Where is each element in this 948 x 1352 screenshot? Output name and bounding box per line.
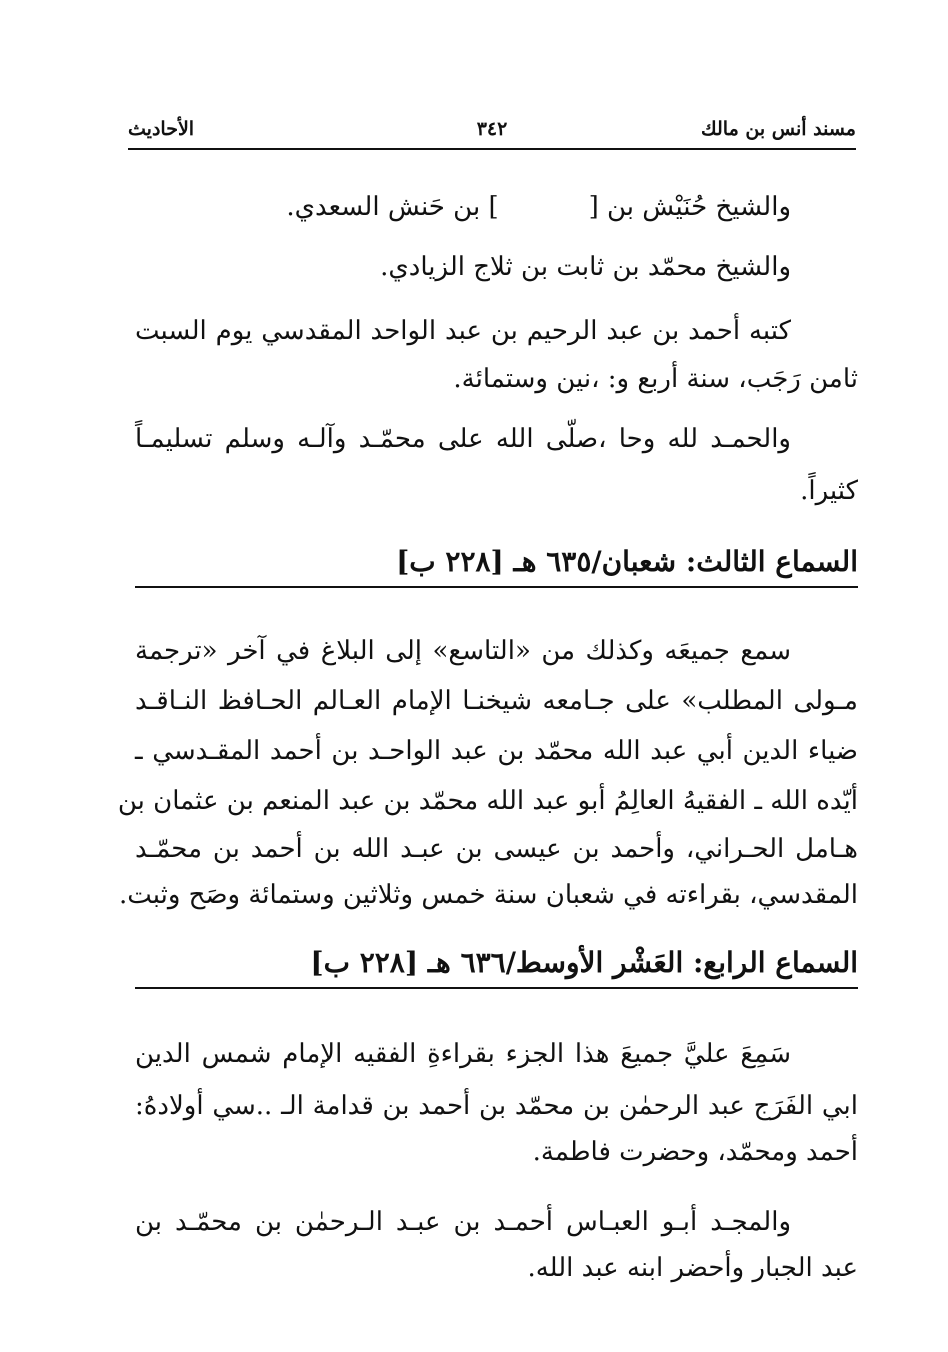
header-section-title: الأحاديث (128, 118, 195, 140)
text-line: عبد الجبار وأحضر ابنه عبد الله. (527, 1253, 858, 1283)
text-line: ابي الفَرَج عبد الرحمٰن بن محمّد بن أحمد بن قدامة الـ ..سي أولادهُ: (135, 1091, 858, 1121)
text-line (286, 194, 791, 220)
text-line: كتبه أحمد بن عبد الرحيم بن عبد الواحد المقدسي يوم السبت (135, 316, 791, 346)
text-line: مـولى المطلب» على جـامعه شيخنـا الإمام العـالم الحـافظ النـاقـد (135, 686, 858, 716)
text-line: ثامن رَجَب، سنة أربع و: ،نين وستمائة. (453, 364, 858, 394)
page-number: ٣٤٢ (476, 118, 508, 140)
text-line: كثيراً. (800, 476, 858, 506)
text-line: والمجـد أبـو العبـاس أحمـد بن عبـد الـرحمٰن بن محمّـد بن (135, 1207, 791, 1237)
text-line: والشيخ محمّد بن ثابت بن ثلاج الزيادي. (380, 252, 791, 282)
text-line: هـامل الحـراني، وأحمد بن عيسى بن عبـد الله بن أحمد بن محمّـد (135, 834, 858, 864)
text-line: ضياء الدين أبي عبد الله محمّد بن عبد الواحـد بن أحمد المقـدسي ـ (135, 736, 858, 766)
text-fragment: والشيخ حُنَيْش بن [ (588, 192, 791, 222)
text-line: المقدسي، بقراءته في شعبان سنة خمس وثلاثين وستمائة وصَح وثبت. (118, 880, 858, 910)
text-fragment: ] بن حَنش السعدي. (286, 192, 499, 222)
text-line: سَمِعَ عليَّ جميعَ هذا الجزء بقراءةِ الفقيه الإمام شمس الدين (135, 1039, 791, 1069)
text-line: سمع جميعَه وكذلك من «التاسع» إلى البلاغ في آخر «ترجمة (135, 636, 791, 666)
running-header (128, 114, 856, 150)
text-line: أحمد ومحمّد، وحضرت فاطمة. (532, 1137, 858, 1167)
section-heading-fourth-session: السماع الرابع: العَشْر الأوسط/٦٣٦ هـ [٢٢٨ ب] (135, 946, 858, 989)
text-line: أيّده الله ـ الفقيهُ العالِمُ أبو عبد الله محمّد بن عبد المنعم بن عثمان بن (117, 786, 858, 816)
text-line: والحمـد لله وحا ،صلّى الله على محمّـد وآلـه وسلم تسليمـاً (135, 424, 791, 454)
header-book-title: مسند أنس بن مالك (701, 118, 856, 140)
section-heading-third-session: السماع الثالث: شعبان/٦٣٥ هـ [٢٢٨ ب] (135, 545, 858, 588)
